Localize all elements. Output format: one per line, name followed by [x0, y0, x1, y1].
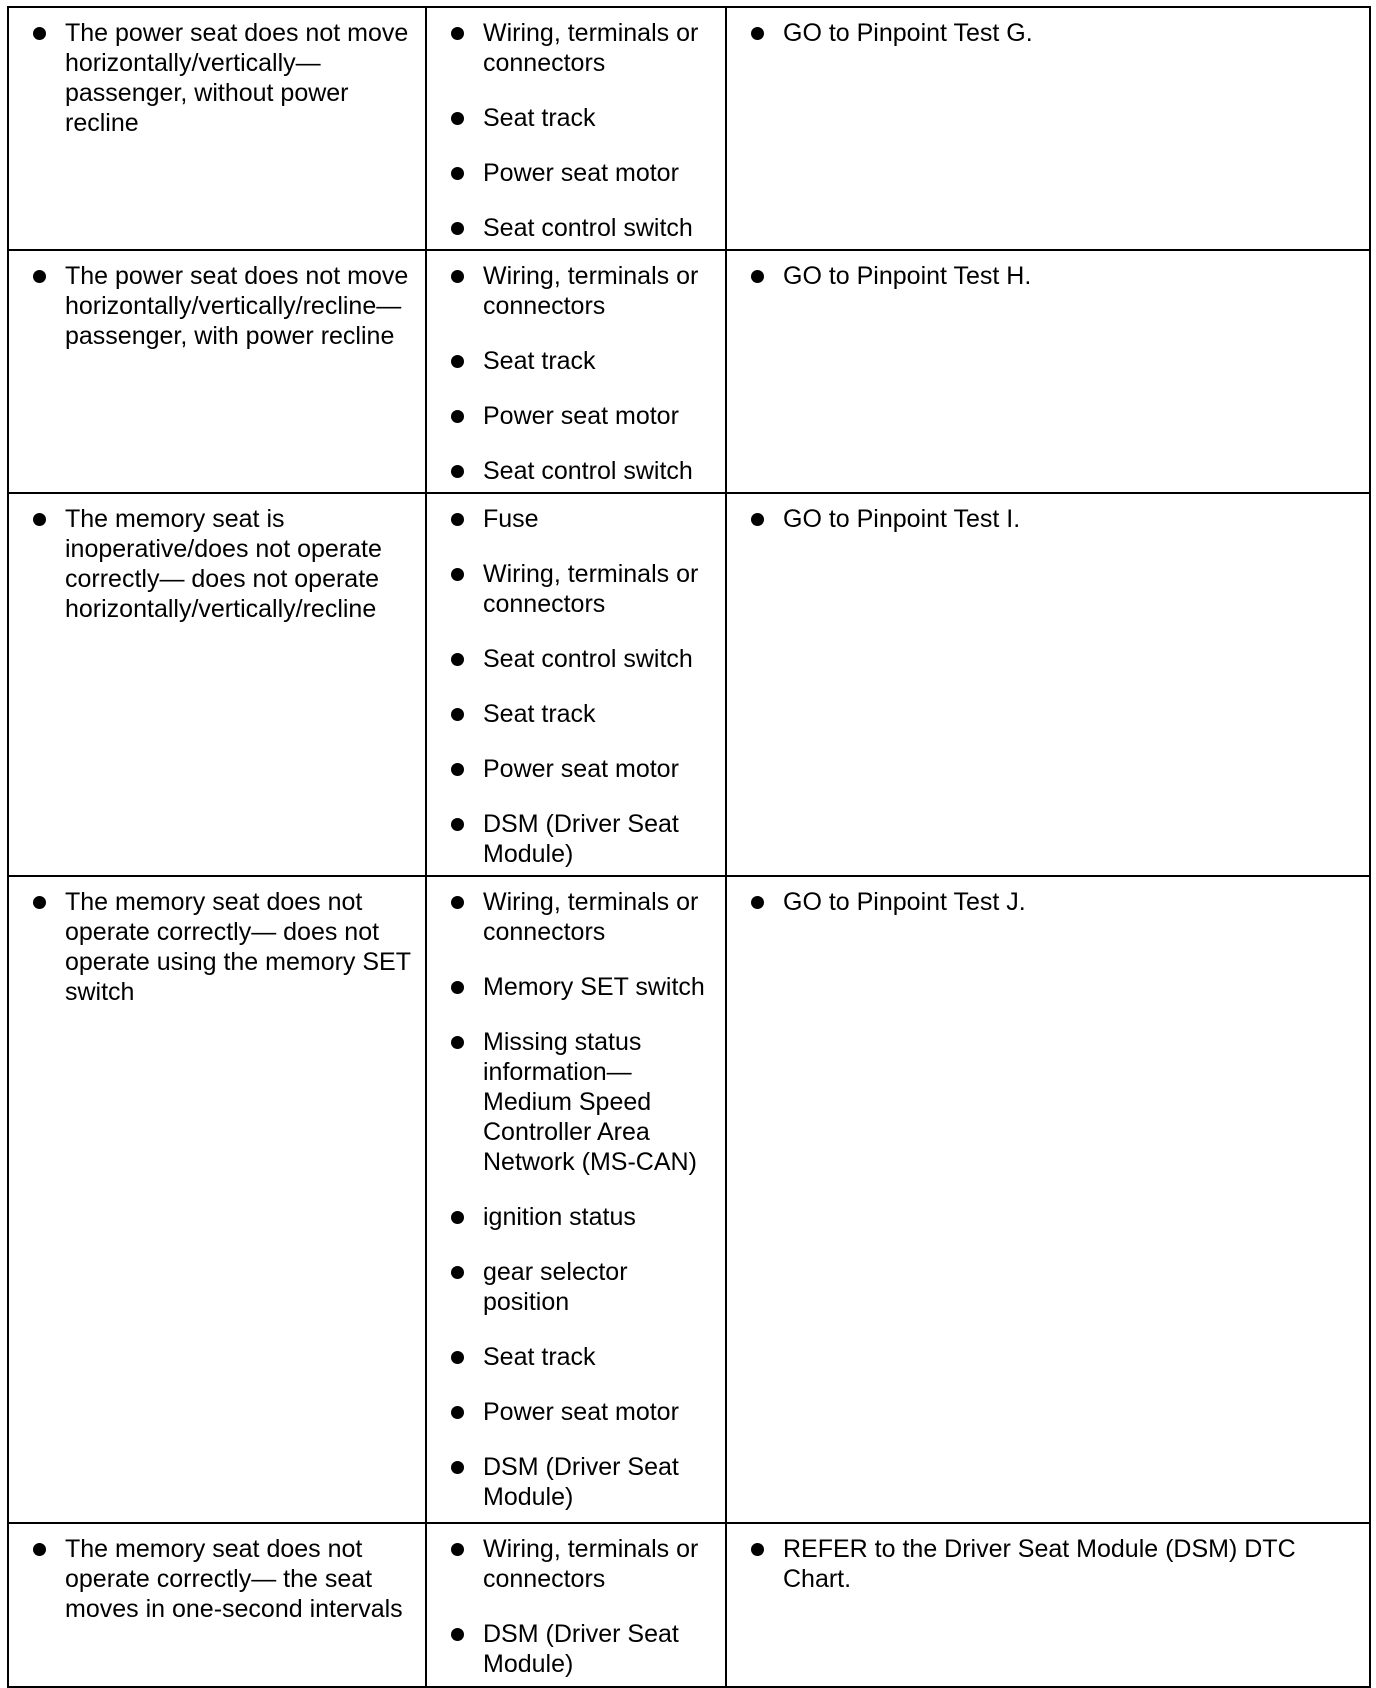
- source-item: Seat control switch: [427, 644, 713, 674]
- source-item: Wiring, terminals or connectors: [427, 261, 713, 321]
- possible-sources-cell: [426, 1523, 726, 1687]
- action-cell: [726, 493, 1370, 876]
- table-row: [8, 1523, 1370, 1687]
- source-item: Seat track: [427, 1342, 713, 1372]
- source-item: Missing status information— Medium Speed Controller Area Network (MS-CAN): [427, 1027, 713, 1177]
- possible-sources-cell: [426, 7, 726, 250]
- source-item: DSM (Driver Seat Module): [427, 1619, 713, 1679]
- action-cell: [726, 1523, 1370, 1687]
- source-item: Seat control switch: [427, 213, 713, 243]
- condition-text: The power seat does not move horizontally/vertically/recline— passenger, with power recline: [9, 261, 413, 351]
- source-item: Memory SET switch: [427, 972, 713, 1002]
- action-cell: [726, 250, 1370, 493]
- source-item: Wiring, terminals or connectors: [427, 887, 713, 947]
- condition-cell: [8, 250, 426, 493]
- possible-sources-cell: [426, 493, 726, 876]
- condition-cell: [8, 876, 426, 1523]
- action-text: GO to Pinpoint Test G.: [727, 18, 1357, 48]
- source-item: Wiring, terminals or connectors: [427, 559, 713, 619]
- condition-text: The memory seat does not operate correctly— does not operate using the memory SET switch: [9, 887, 413, 1007]
- source-item: Power seat motor: [427, 401, 713, 431]
- table-row: [8, 250, 1370, 493]
- source-item: DSM (Driver Seat Module): [427, 809, 713, 869]
- condition-text: The memory seat is inoperative/does not operate correctly— does not operate horizontally/vertically/recline: [9, 504, 413, 624]
- condition-cell: [8, 7, 426, 250]
- action-text: GO to Pinpoint Test J.: [727, 887, 1357, 917]
- possible-sources-cell: [426, 250, 726, 493]
- action-text: GO to Pinpoint Test H.: [727, 261, 1357, 291]
- source-item: Seat track: [427, 346, 713, 376]
- condition-text: The memory seat does not operate correctly— the seat moves in one-second intervals: [9, 1534, 413, 1624]
- source-item: DSM (Driver Seat Module): [427, 1452, 713, 1512]
- source-item: Seat track: [427, 699, 713, 729]
- symptom-chart-table: [7, 6, 1371, 1688]
- source-item: Power seat motor: [427, 754, 713, 784]
- source-item: Power seat motor: [427, 1397, 713, 1427]
- action-cell: [726, 7, 1370, 250]
- source-item: ignition status: [427, 1202, 713, 1232]
- condition-cell: [8, 493, 426, 876]
- condition-cell: [8, 1523, 426, 1687]
- table-row: [8, 493, 1370, 876]
- source-item: Fuse: [427, 504, 713, 534]
- source-item: Seat track: [427, 103, 713, 133]
- source-item: Wiring, terminals or connectors: [427, 18, 713, 78]
- source-item: gear selector position: [427, 1257, 713, 1317]
- action-cell: [726, 876, 1370, 1523]
- action-text: REFER to the Driver Seat Module (DSM) DTC Chart.: [727, 1534, 1357, 1594]
- table-row: [8, 876, 1370, 1523]
- source-item: Power seat motor: [427, 158, 713, 188]
- source-item: Seat control switch: [427, 456, 713, 486]
- possible-sources-cell: [426, 876, 726, 1523]
- condition-text: The power seat does not move horizontally/vertically— passenger, without power recline: [9, 18, 413, 138]
- table-row: [8, 7, 1370, 250]
- action-text: GO to Pinpoint Test I.: [727, 504, 1357, 534]
- source-item: Wiring, terminals or connectors: [427, 1534, 713, 1594]
